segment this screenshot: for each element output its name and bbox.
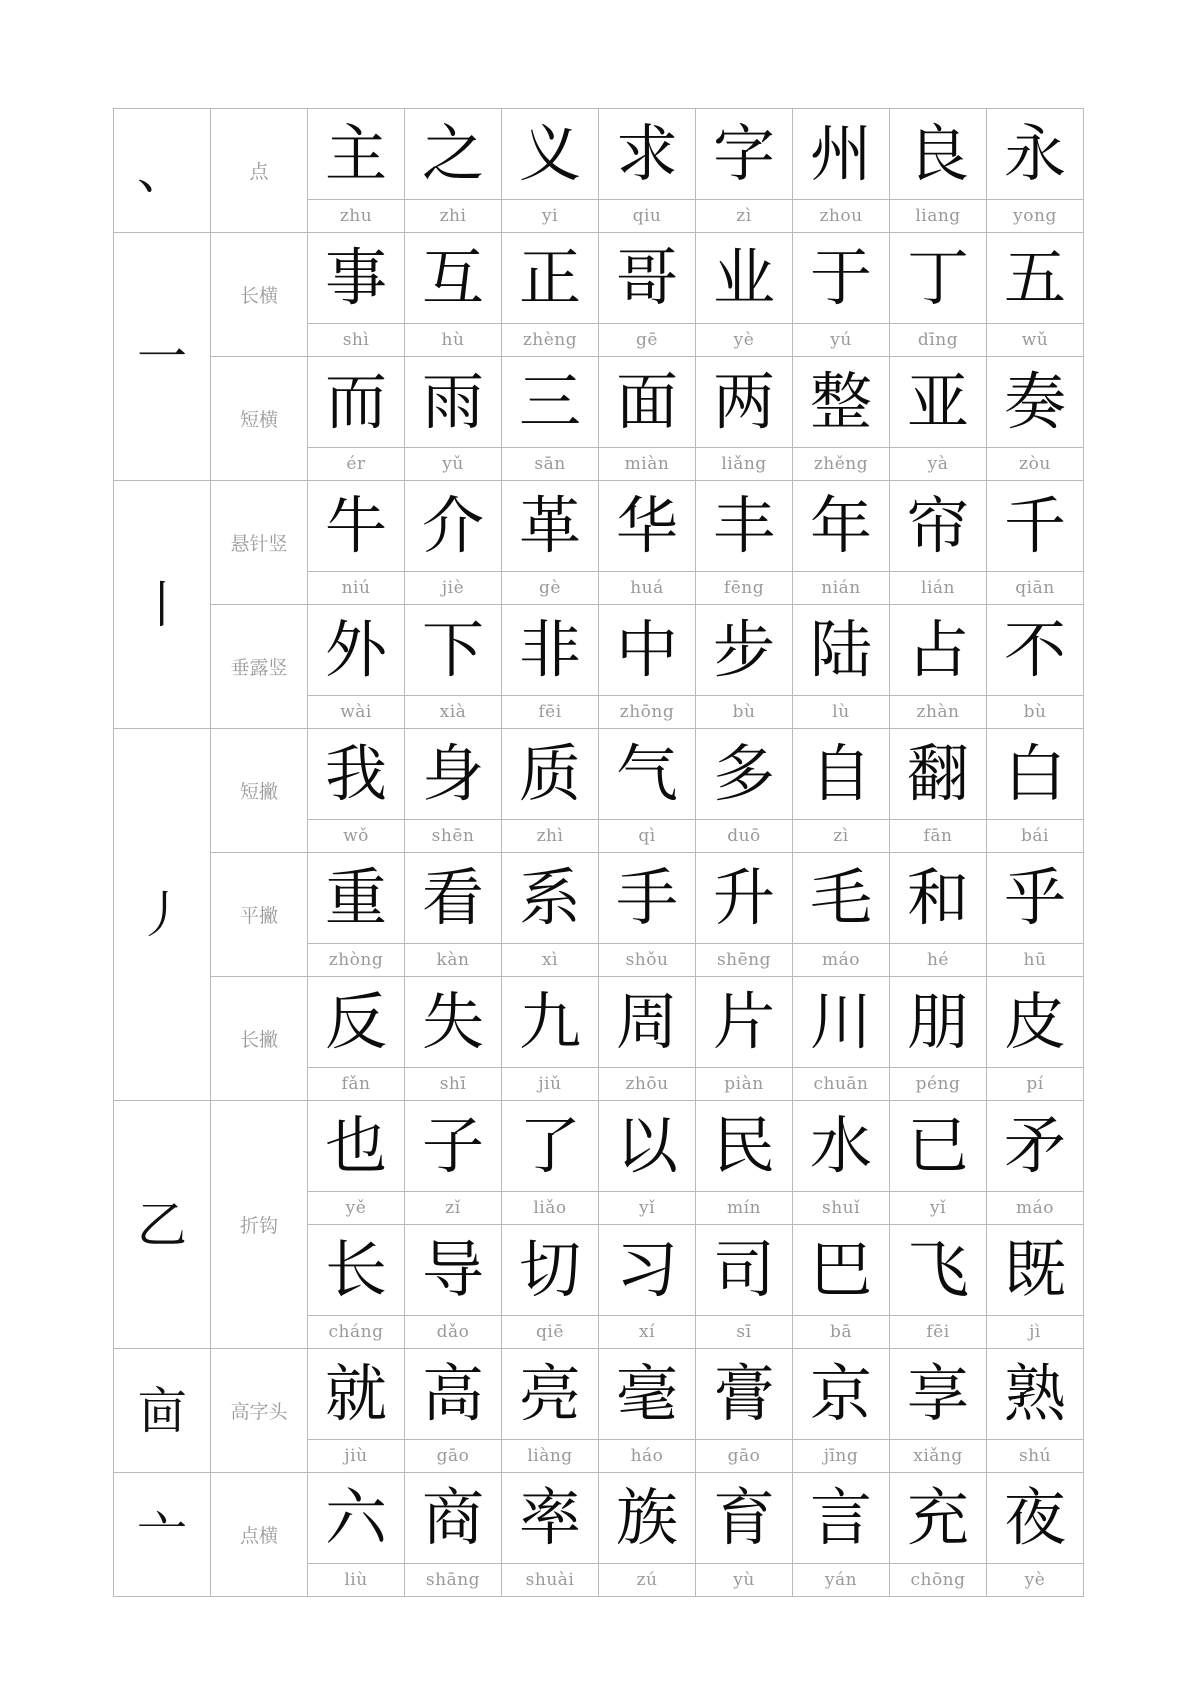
example-character: 毫	[599, 1349, 696, 1440]
example-character: 哥	[599, 233, 696, 324]
pinyin-label: yǔ	[405, 448, 502, 481]
pinyin-label: mín	[696, 1192, 793, 1225]
stroke-name: 点横	[211, 1473, 308, 1597]
example-character: 九	[502, 977, 599, 1068]
pinyin-label: sān	[502, 448, 599, 481]
example-character: 族	[599, 1473, 696, 1564]
pinyin-label: liàng	[502, 1440, 599, 1473]
pinyin-label: shēn	[405, 820, 502, 853]
pinyin-label: bā	[793, 1316, 890, 1349]
example-character: 已	[890, 1101, 987, 1192]
stroke-name: 悬针竖	[211, 481, 308, 605]
example-character: 事	[308, 233, 405, 324]
example-character: 也	[308, 1101, 405, 1192]
pinyin-label: wǒ	[308, 820, 405, 853]
example-character: 介	[405, 481, 502, 572]
example-character: 面	[599, 357, 696, 448]
char-row	[114, 1349, 1084, 1440]
example-character: 就	[308, 1349, 405, 1440]
example-character: 身	[405, 729, 502, 820]
pinyin-label: kàn	[405, 944, 502, 977]
pinyin-label: huá	[599, 572, 696, 605]
pinyin-label: chuān	[793, 1068, 890, 1101]
pinyin-label: máo	[987, 1192, 1084, 1225]
char-row	[114, 481, 1084, 572]
stroke-glyph: 㐭	[114, 1349, 211, 1473]
example-character: 既	[987, 1225, 1084, 1316]
pinyin-label: liang	[890, 200, 987, 233]
example-character: 升	[696, 853, 793, 944]
example-character: 子	[405, 1101, 502, 1192]
char-row	[114, 853, 1084, 944]
example-character: 切	[502, 1225, 599, 1316]
pinyin-label: hé	[890, 944, 987, 977]
char-row	[114, 357, 1084, 448]
char-row	[114, 109, 1084, 200]
char-row	[114, 605, 1084, 696]
example-character: 长	[308, 1225, 405, 1316]
pinyin-label: duō	[696, 820, 793, 853]
pinyin-label: fēi	[890, 1316, 987, 1349]
example-character: 导	[405, 1225, 502, 1316]
example-character: 率	[502, 1473, 599, 1564]
pinyin-label: pí	[987, 1068, 1084, 1101]
example-character: 膏	[696, 1349, 793, 1440]
pinyin-label: máo	[793, 944, 890, 977]
example-character: 外	[308, 605, 405, 696]
stroke-name: 平撇	[211, 853, 308, 977]
example-character: 民	[696, 1101, 793, 1192]
example-character: 正	[502, 233, 599, 324]
pinyin-label: jīng	[793, 1440, 890, 1473]
stroke-name: 长横	[211, 233, 308, 357]
pinyin-label: xià	[405, 696, 502, 729]
example-character: 州	[793, 109, 890, 200]
pinyin-label: zhōu	[599, 1068, 696, 1101]
example-character: 雨	[405, 357, 502, 448]
example-character: 手	[599, 853, 696, 944]
char-row	[114, 729, 1084, 820]
pinyin-label: yong	[987, 200, 1084, 233]
pinyin-label: dīng	[890, 324, 987, 357]
pinyin-label: liǎo	[502, 1192, 599, 1225]
example-character: 不	[987, 605, 1084, 696]
pinyin-label: shēng	[696, 944, 793, 977]
stroke-name: 短撇	[211, 729, 308, 853]
pinyin-label: liù	[308, 1564, 405, 1597]
example-character: 习	[599, 1225, 696, 1316]
example-character: 反	[308, 977, 405, 1068]
example-character: 三	[502, 357, 599, 448]
example-character: 主	[308, 109, 405, 200]
pinyin-label: dǎo	[405, 1316, 502, 1349]
stroke-name: 长撇	[211, 977, 308, 1101]
example-character: 六	[308, 1473, 405, 1564]
example-character: 而	[308, 357, 405, 448]
example-character: 中	[599, 605, 696, 696]
example-character: 质	[502, 729, 599, 820]
pinyin-label: piàn	[696, 1068, 793, 1101]
example-character: 永	[987, 109, 1084, 200]
example-character: 两	[696, 357, 793, 448]
stroke-glyph: 亠	[114, 1473, 211, 1597]
char-row	[114, 977, 1084, 1068]
example-character: 陆	[793, 605, 890, 696]
pinyin-label: zhì	[502, 820, 599, 853]
example-character: 水	[793, 1101, 890, 1192]
example-character: 步	[696, 605, 793, 696]
practice-sheet	[113, 108, 1084, 1597]
pinyin-label: zì	[696, 200, 793, 233]
example-character: 享	[890, 1349, 987, 1440]
example-character: 周	[599, 977, 696, 1068]
pinyin-label: bù	[696, 696, 793, 729]
pinyin-label: zhòng	[308, 944, 405, 977]
pinyin-label: xì	[502, 944, 599, 977]
example-character: 京	[793, 1349, 890, 1440]
example-character: 于	[793, 233, 890, 324]
pinyin-label: shì	[308, 324, 405, 357]
pinyin-label: yè	[987, 1564, 1084, 1597]
pinyin-label: yǐ	[599, 1192, 696, 1225]
pinyin-label: fēi	[502, 696, 599, 729]
pinyin-label: qì	[599, 820, 696, 853]
pinyin-label: miàn	[599, 448, 696, 481]
pinyin-label: zhàn	[890, 696, 987, 729]
example-character: 高	[405, 1349, 502, 1440]
example-character: 失	[405, 977, 502, 1068]
pinyin-label: cháng	[308, 1316, 405, 1349]
pinyin-label: zhou	[793, 200, 890, 233]
example-character: 飞	[890, 1225, 987, 1316]
pinyin-label: háo	[599, 1440, 696, 1473]
char-row	[114, 233, 1084, 324]
pinyin-label: zǐ	[405, 1192, 502, 1225]
example-character: 川	[793, 977, 890, 1068]
stroke-name: 短横	[211, 357, 308, 481]
pinyin-label: yi	[502, 200, 599, 233]
example-character: 华	[599, 481, 696, 572]
example-character: 丰	[696, 481, 793, 572]
example-character: 非	[502, 605, 599, 696]
example-character: 片	[696, 977, 793, 1068]
example-character: 五	[987, 233, 1084, 324]
pinyin-label: zú	[599, 1564, 696, 1597]
example-character: 朋	[890, 977, 987, 1068]
example-character: 了	[502, 1101, 599, 1192]
example-character: 自	[793, 729, 890, 820]
pinyin-label: zòu	[987, 448, 1084, 481]
stroke-glyph: 乙	[114, 1101, 211, 1349]
example-character: 商	[405, 1473, 502, 1564]
example-character: 革	[502, 481, 599, 572]
pinyin-label: qiē	[502, 1316, 599, 1349]
example-character: 皮	[987, 977, 1084, 1068]
pinyin-label: shuài	[502, 1564, 599, 1597]
char-row	[114, 1101, 1084, 1192]
stroke-glyph: 丿	[114, 729, 211, 1101]
pinyin-label: gāo	[696, 1440, 793, 1473]
pinyin-label: péng	[890, 1068, 987, 1101]
example-character: 夜	[987, 1473, 1084, 1564]
example-character: 和	[890, 853, 987, 944]
pinyin-label: shī	[405, 1068, 502, 1101]
example-character: 业	[696, 233, 793, 324]
stroke-glyph: 一	[114, 233, 211, 481]
pinyin-label: zhu	[308, 200, 405, 233]
example-character: 互	[405, 233, 502, 324]
stroke-name: 高字头	[211, 1349, 308, 1473]
example-character: 亚	[890, 357, 987, 448]
example-character: 巴	[793, 1225, 890, 1316]
pinyin-label: yú	[793, 324, 890, 357]
example-character: 白	[987, 729, 1084, 820]
pinyin-label: jiè	[405, 572, 502, 605]
pinyin-label: xiǎng	[890, 1440, 987, 1473]
pinyin-label: fān	[890, 820, 987, 853]
pinyin-label: qiān	[987, 572, 1084, 605]
pinyin-label: shāng	[405, 1564, 502, 1597]
example-character: 司	[696, 1225, 793, 1316]
example-character: 气	[599, 729, 696, 820]
example-character: 千	[987, 481, 1084, 572]
pinyin-label: liǎng	[696, 448, 793, 481]
pinyin-label: zhěng	[793, 448, 890, 481]
pinyin-label: bù	[987, 696, 1084, 729]
pinyin-label: fēng	[696, 572, 793, 605]
pinyin-label: yě	[308, 1192, 405, 1225]
pinyin-label: sī	[696, 1316, 793, 1349]
pinyin-label: lián	[890, 572, 987, 605]
example-character: 乎	[987, 853, 1084, 944]
stroke-name: 点	[211, 109, 308, 233]
pinyin-label: jiǔ	[502, 1068, 599, 1101]
pinyin-label: chōng	[890, 1564, 987, 1597]
pinyin-label: lù	[793, 696, 890, 729]
pinyin-label: zhèng	[502, 324, 599, 357]
example-character: 整	[793, 357, 890, 448]
example-character: 亮	[502, 1349, 599, 1440]
example-character: 良	[890, 109, 987, 200]
pinyin-label: zhi	[405, 200, 502, 233]
example-character: 充	[890, 1473, 987, 1564]
char-row	[114, 1473, 1084, 1564]
example-character: 系	[502, 853, 599, 944]
pinyin-label: gāo	[405, 1440, 502, 1473]
example-character: 义	[502, 109, 599, 200]
example-character: 帘	[890, 481, 987, 572]
pinyin-label: wài	[308, 696, 405, 729]
pinyin-label: fǎn	[308, 1068, 405, 1101]
example-character: 矛	[987, 1101, 1084, 1192]
pinyin-label: hū	[987, 944, 1084, 977]
pinyin-label: yà	[890, 448, 987, 481]
pinyin-label: gē	[599, 324, 696, 357]
pinyin-label: yè	[696, 324, 793, 357]
example-character: 看	[405, 853, 502, 944]
pinyin-label: xí	[599, 1316, 696, 1349]
pinyin-label: zì	[793, 820, 890, 853]
example-character: 多	[696, 729, 793, 820]
stroke-name: 垂露竖	[211, 605, 308, 729]
pinyin-label: jiù	[308, 1440, 405, 1473]
example-character: 丁	[890, 233, 987, 324]
stroke-glyph: 丨	[114, 481, 211, 729]
example-character: 我	[308, 729, 405, 820]
pinyin-label: gè	[502, 572, 599, 605]
pinyin-label: ér	[308, 448, 405, 481]
pinyin-label: nián	[793, 572, 890, 605]
pinyin-label: yǐ	[890, 1192, 987, 1225]
pinyin-label: niú	[308, 572, 405, 605]
example-character: 之	[405, 109, 502, 200]
example-character: 重	[308, 853, 405, 944]
pinyin-label: bái	[987, 820, 1084, 853]
example-character: 熟	[987, 1349, 1084, 1440]
pinyin-label: zhōng	[599, 696, 696, 729]
example-character: 下	[405, 605, 502, 696]
example-character: 年	[793, 481, 890, 572]
pinyin-label: yù	[696, 1564, 793, 1597]
example-character: 翻	[890, 729, 987, 820]
pinyin-label: yán	[793, 1564, 890, 1597]
example-character: 占	[890, 605, 987, 696]
example-character: 育	[696, 1473, 793, 1564]
pinyin-label: shǒu	[599, 944, 696, 977]
example-character: 求	[599, 109, 696, 200]
example-character: 毛	[793, 853, 890, 944]
example-character: 牛	[308, 481, 405, 572]
pinyin-label: hù	[405, 324, 502, 357]
example-character: 以	[599, 1101, 696, 1192]
pinyin-label: shuǐ	[793, 1192, 890, 1225]
pinyin-label: wǔ	[987, 324, 1084, 357]
stroke-name: 折钩	[211, 1101, 308, 1349]
example-character: 奏	[987, 357, 1084, 448]
example-character: 言	[793, 1473, 890, 1564]
pinyin-label: jì	[987, 1316, 1084, 1349]
pinyin-label: shú	[987, 1440, 1084, 1473]
stroke-practice-table	[113, 108, 1084, 1597]
stroke-glyph: 、	[114, 109, 211, 233]
pinyin-label: qiu	[599, 200, 696, 233]
example-character: 字	[696, 109, 793, 200]
